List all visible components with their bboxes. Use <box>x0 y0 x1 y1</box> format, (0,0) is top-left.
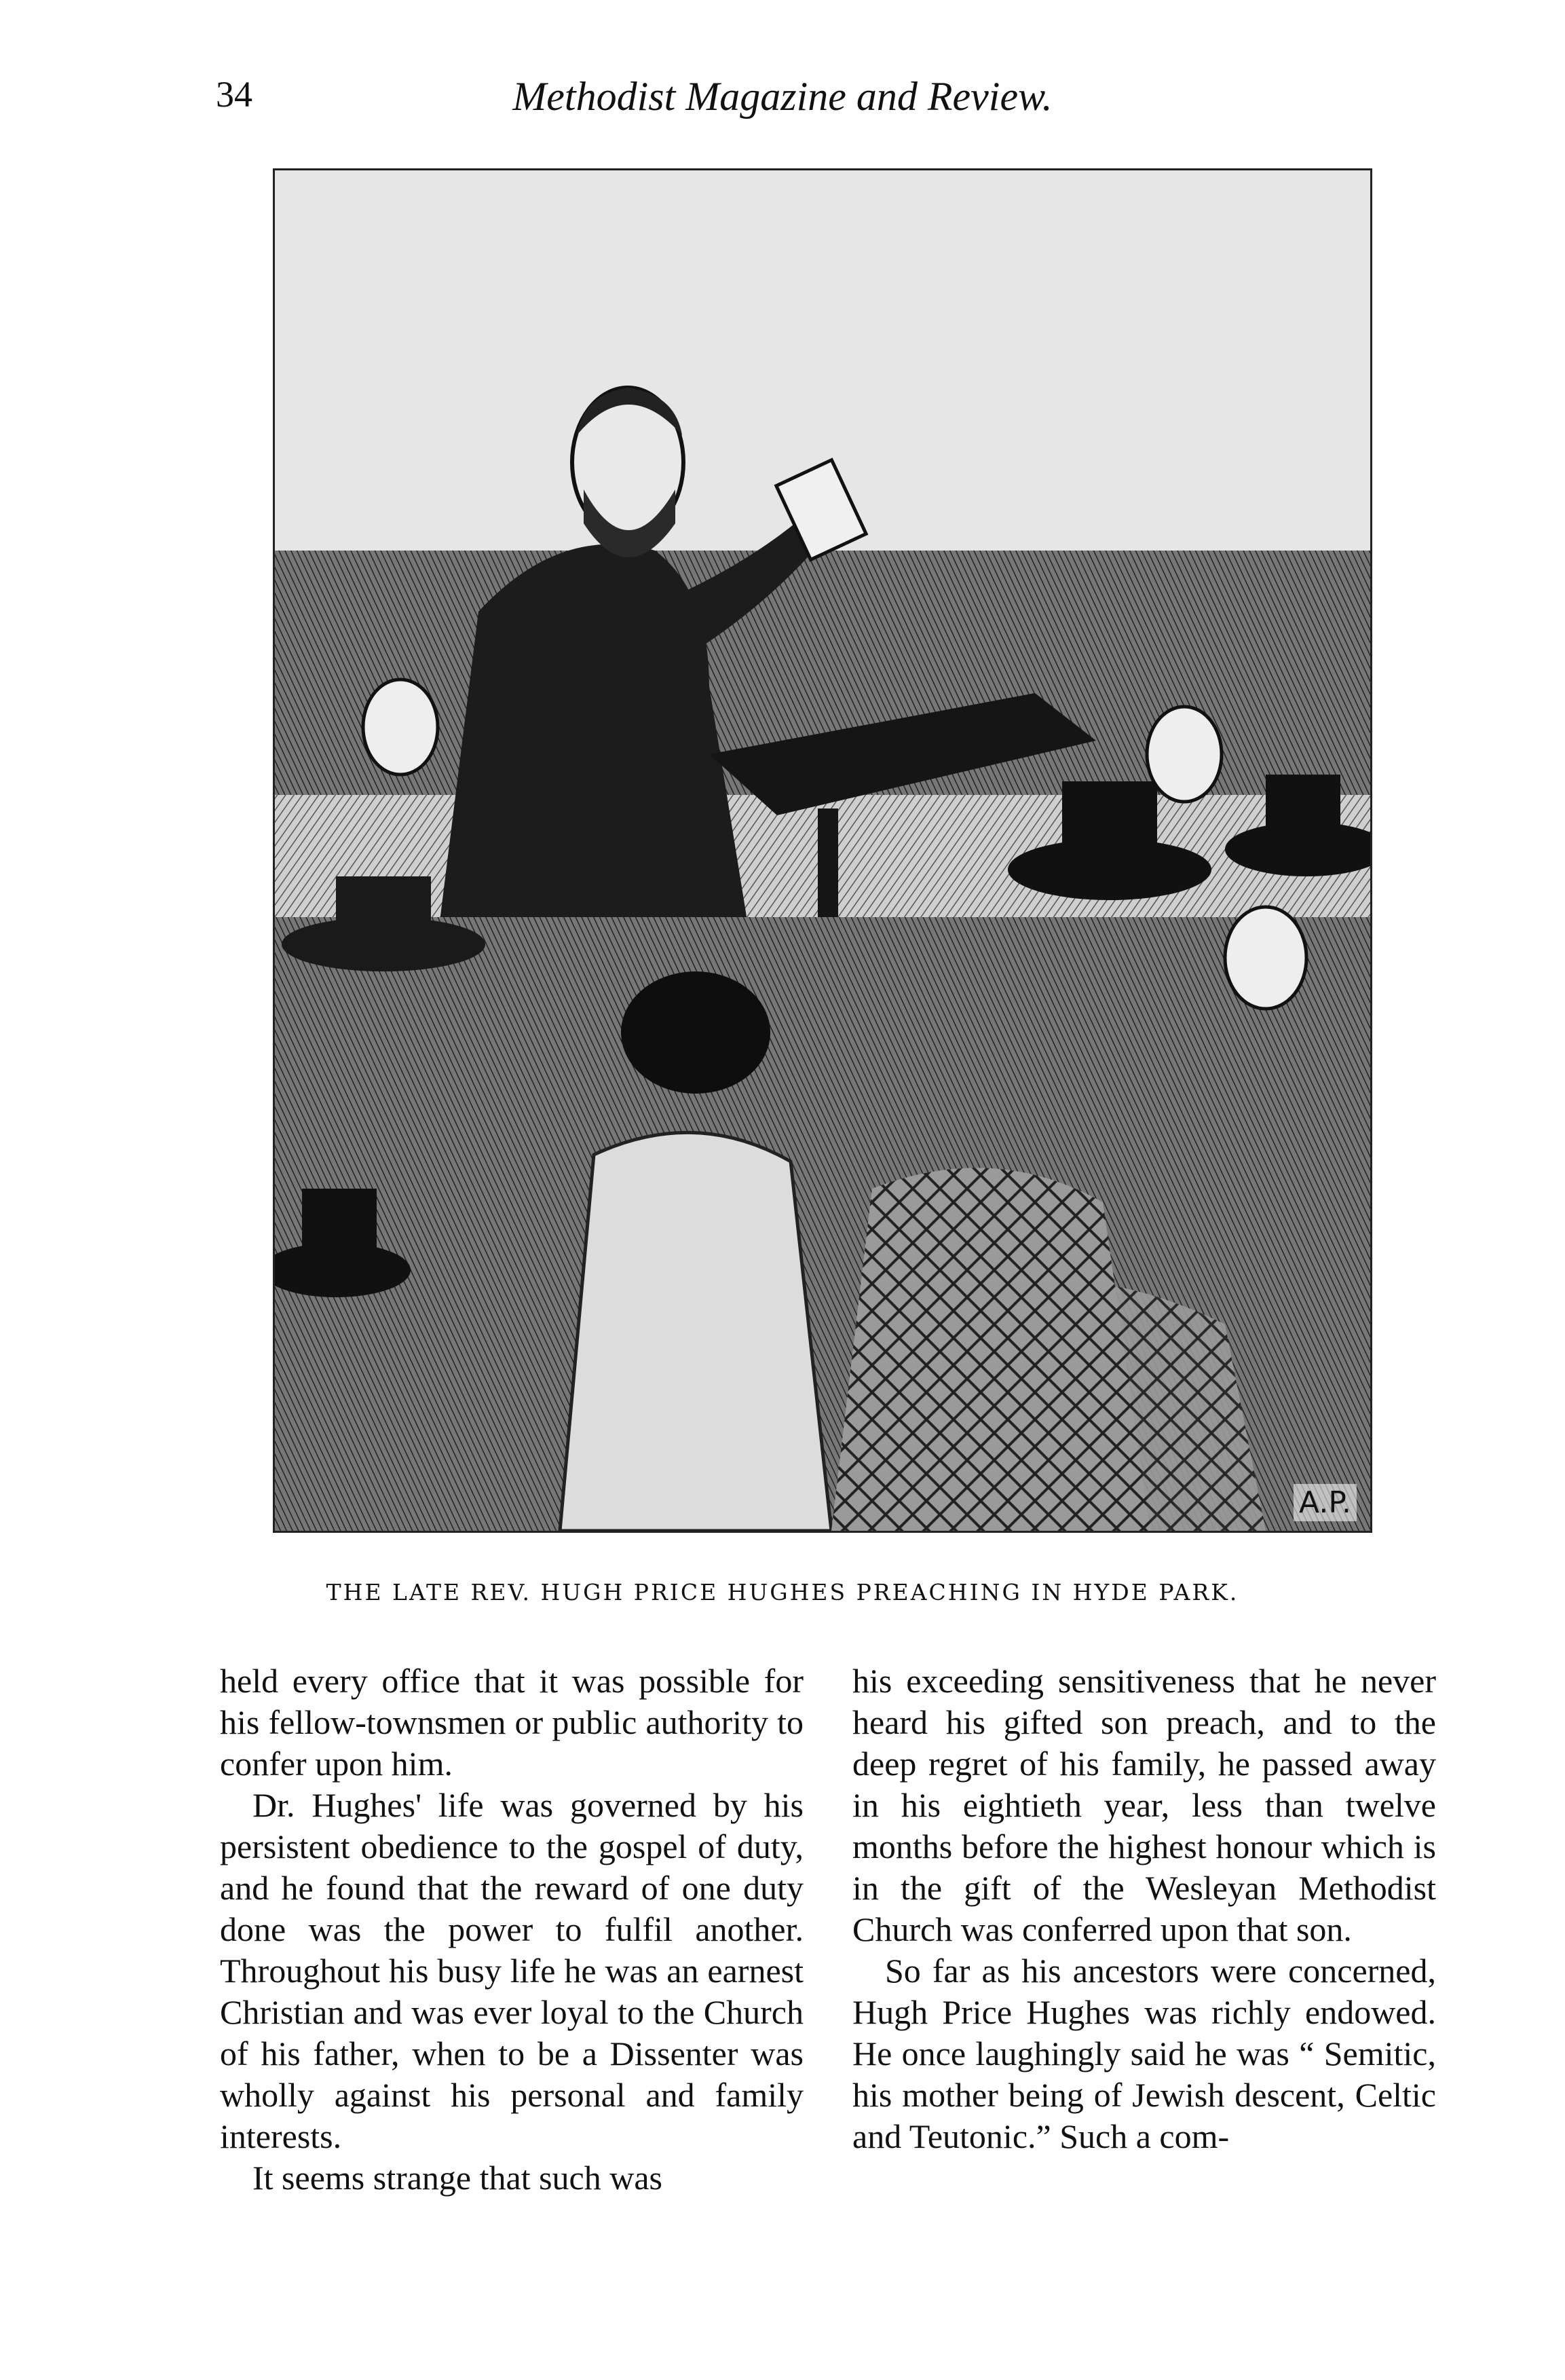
paragraph: held every office that it was possible for his fellow-townsmen or public authority to confer upon him. <box>220 1662 804 1783</box>
engraving-illustration <box>275 170 1370 1531</box>
page-number: 34 <box>216 74 252 115</box>
paragraph: Dr. Hughes' life was governed by his persistent obedience to the gospel of duty, and he found that the reward of one duty done was the power to fulfil another. Throughout his busy life he was an earnest Christian and was ever loyal to the Church of his father, when to be a Dissenter was wholly against his personal and family interests. <box>220 1786 804 2155</box>
right-column <box>852 1660 1436 2157</box>
artist-mark: A.P. <box>1294 1484 1357 1521</box>
paragraph: his exceeding sensitiveness that he never heard his gifted son preach, and to the deep regret of his family, he passed away in his eightieth year, less than twelve months before the highest honour which is in the gift of the Wesleyan Methodist Church was conferred upon that son. <box>852 1662 1436 1948</box>
figure-caption: THE LATE REV. HUGH PRICE HUGHES PREACHING IN HYDE PARK. <box>326 1579 1239 1605</box>
running-title: Methodist Magazine and Review. <box>512 74 1053 119</box>
illustration <box>273 168 1372 1533</box>
left-column <box>220 1660 804 2199</box>
paragraph: It seems strange that such was <box>252 2159 663 2197</box>
paragraph: So far as his ancestors were concerned, Hugh Price Hughes was richly endowed. He once laughingly said he was “ Semitic, his mother being of Jewish descent, Celtic and Teutonic.” Such a com- <box>852 1952 1436 2155</box>
